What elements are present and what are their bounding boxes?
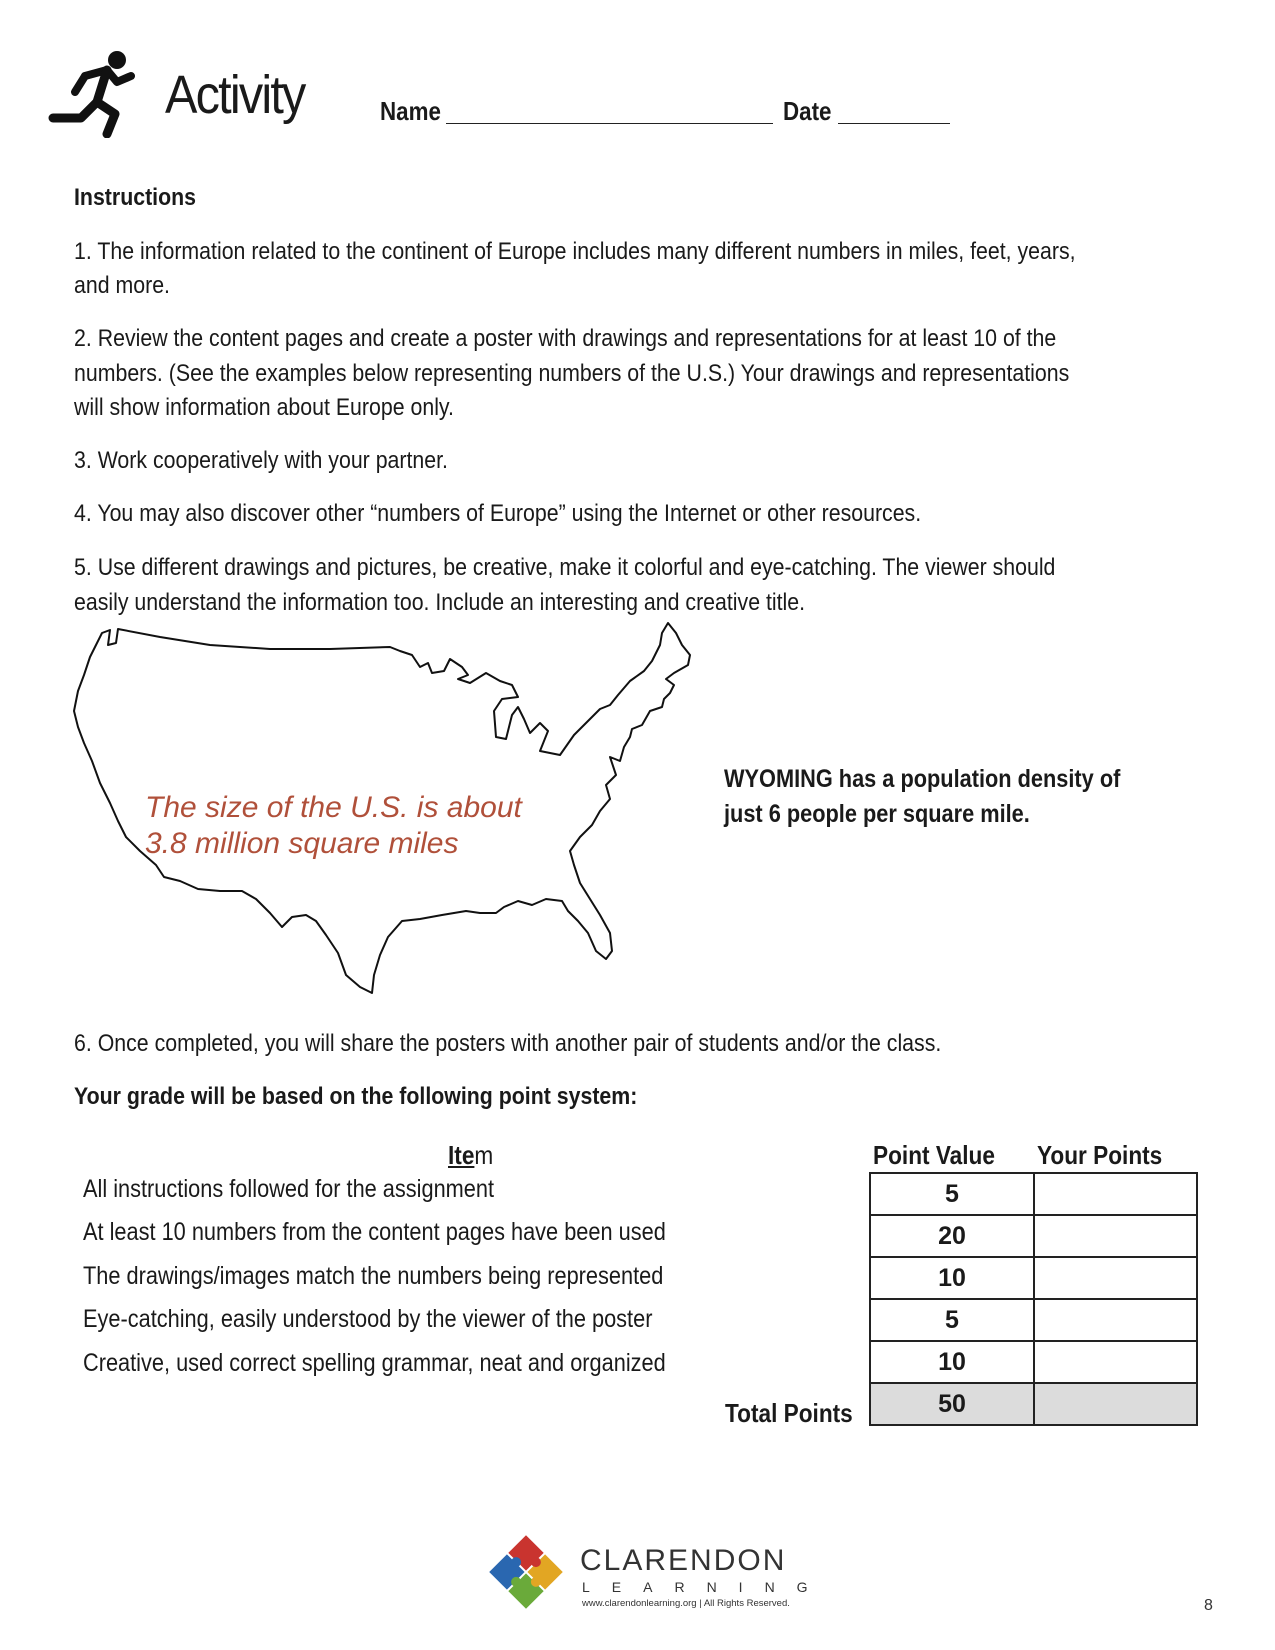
instruction-2-line1: 2. Review the content pages and create a poster with drawings and representations for at least 10 of the (74, 325, 1057, 352)
date-label: Date (783, 96, 832, 126)
running-person-icon (45, 48, 141, 138)
item-column-header (448, 1140, 493, 1171)
table-row (870, 1257, 1197, 1299)
point-value-cell: 10 (870, 1257, 1034, 1299)
instruction-2-line2: numbers. (See the examples below representing numbers of the U.S.) Your drawings and representations (74, 360, 1070, 387)
points-table (869, 1172, 1198, 1426)
your-points-cell[interactable] (1034, 1173, 1197, 1215)
your-points-header: Your Points (1037, 1140, 1163, 1170)
grading-item-4: Eye-catching, easily understood by the viewer of the poster (83, 1305, 653, 1333)
instructions-heading: Instructions (74, 184, 196, 211)
your-points-cell[interactable] (1034, 1215, 1197, 1257)
instruction-1-line1: 1. The information related to the continent of Europe includes many different numbers in miles, feet, years, (74, 238, 1076, 265)
table-row (870, 1341, 1197, 1383)
instruction-6: 6. Once completed, you will share the posters with another pair of students and/or the class. (74, 1030, 942, 1057)
point-value-cell: 10 (870, 1341, 1034, 1383)
table-row (870, 1215, 1197, 1257)
your-points-cell[interactable] (1034, 1299, 1197, 1341)
wyoming-line1: WYOMING has a population density of (724, 765, 1121, 793)
map-caption (145, 790, 522, 862)
map-caption-line2: 3.8 million square miles (145, 827, 459, 860)
name-label: Name (380, 96, 441, 126)
brand-url: www.clarendonlearning.org | All Rights Reserved. (582, 1598, 790, 1609)
brand-name: CLARENDON (580, 1544, 787, 1577)
your-points-cell[interactable] (1034, 1341, 1197, 1383)
table-row (870, 1299, 1197, 1341)
instruction-5-line1: 5. Use different drawings and pictures, be creative, make it colorful and eye-catching. The viewer should (74, 554, 1056, 581)
total-points-label: Total Points (725, 1398, 853, 1428)
wyoming-line2: just 6 people per square mile. (724, 800, 1030, 828)
page-number: 8 (1204, 1597, 1213, 1614)
puzzle-logo-icon (486, 1532, 566, 1612)
your-total-cell[interactable] (1034, 1383, 1197, 1425)
name-field[interactable] (446, 123, 773, 124)
grading-item-3: The drawings/images match the numbers being represented (83, 1262, 664, 1290)
item-header-underlined: Ite (448, 1140, 475, 1170)
table-row (870, 1173, 1197, 1215)
total-points-cell: 50 (870, 1383, 1034, 1425)
instruction-1-line2: and more. (74, 272, 170, 299)
map-caption-line1: The size of the U.S. is about (145, 791, 522, 824)
grading-item-5: Creative, used correct spelling grammar, neat and organized (83, 1349, 666, 1377)
date-field[interactable] (838, 123, 950, 124)
instruction-4: 4. You may also discover other “numbers of Europe” using the Internet or other resources. (74, 500, 922, 527)
instruction-5-line2: easily understand the information too. Include an interesting and creative title. (74, 589, 806, 616)
point-value-cell: 5 (870, 1299, 1034, 1341)
activity-title: Activity (165, 65, 305, 125)
point-value-header: Point Value (873, 1140, 995, 1170)
brand-subtitle: LEARNING (582, 1579, 830, 1595)
total-row (870, 1383, 1197, 1425)
your-points-cell[interactable] (1034, 1257, 1197, 1299)
point-value-cell: 5 (870, 1173, 1034, 1215)
item-header-rest: m (474, 1140, 494, 1170)
grading-heading: Your grade will be based on the following point system: (74, 1083, 638, 1110)
grading-item-1: All instructions followed for the assignment (83, 1175, 495, 1203)
wyoming-fact (724, 762, 1120, 832)
grading-item-2: At least 10 numbers from the content pages have been used (83, 1218, 666, 1246)
instruction-3: 3. Work cooperatively with your partner. (74, 447, 448, 474)
instruction-2-line3: will show information about Europe only. (74, 394, 454, 421)
point-value-cell: 20 (870, 1215, 1034, 1257)
